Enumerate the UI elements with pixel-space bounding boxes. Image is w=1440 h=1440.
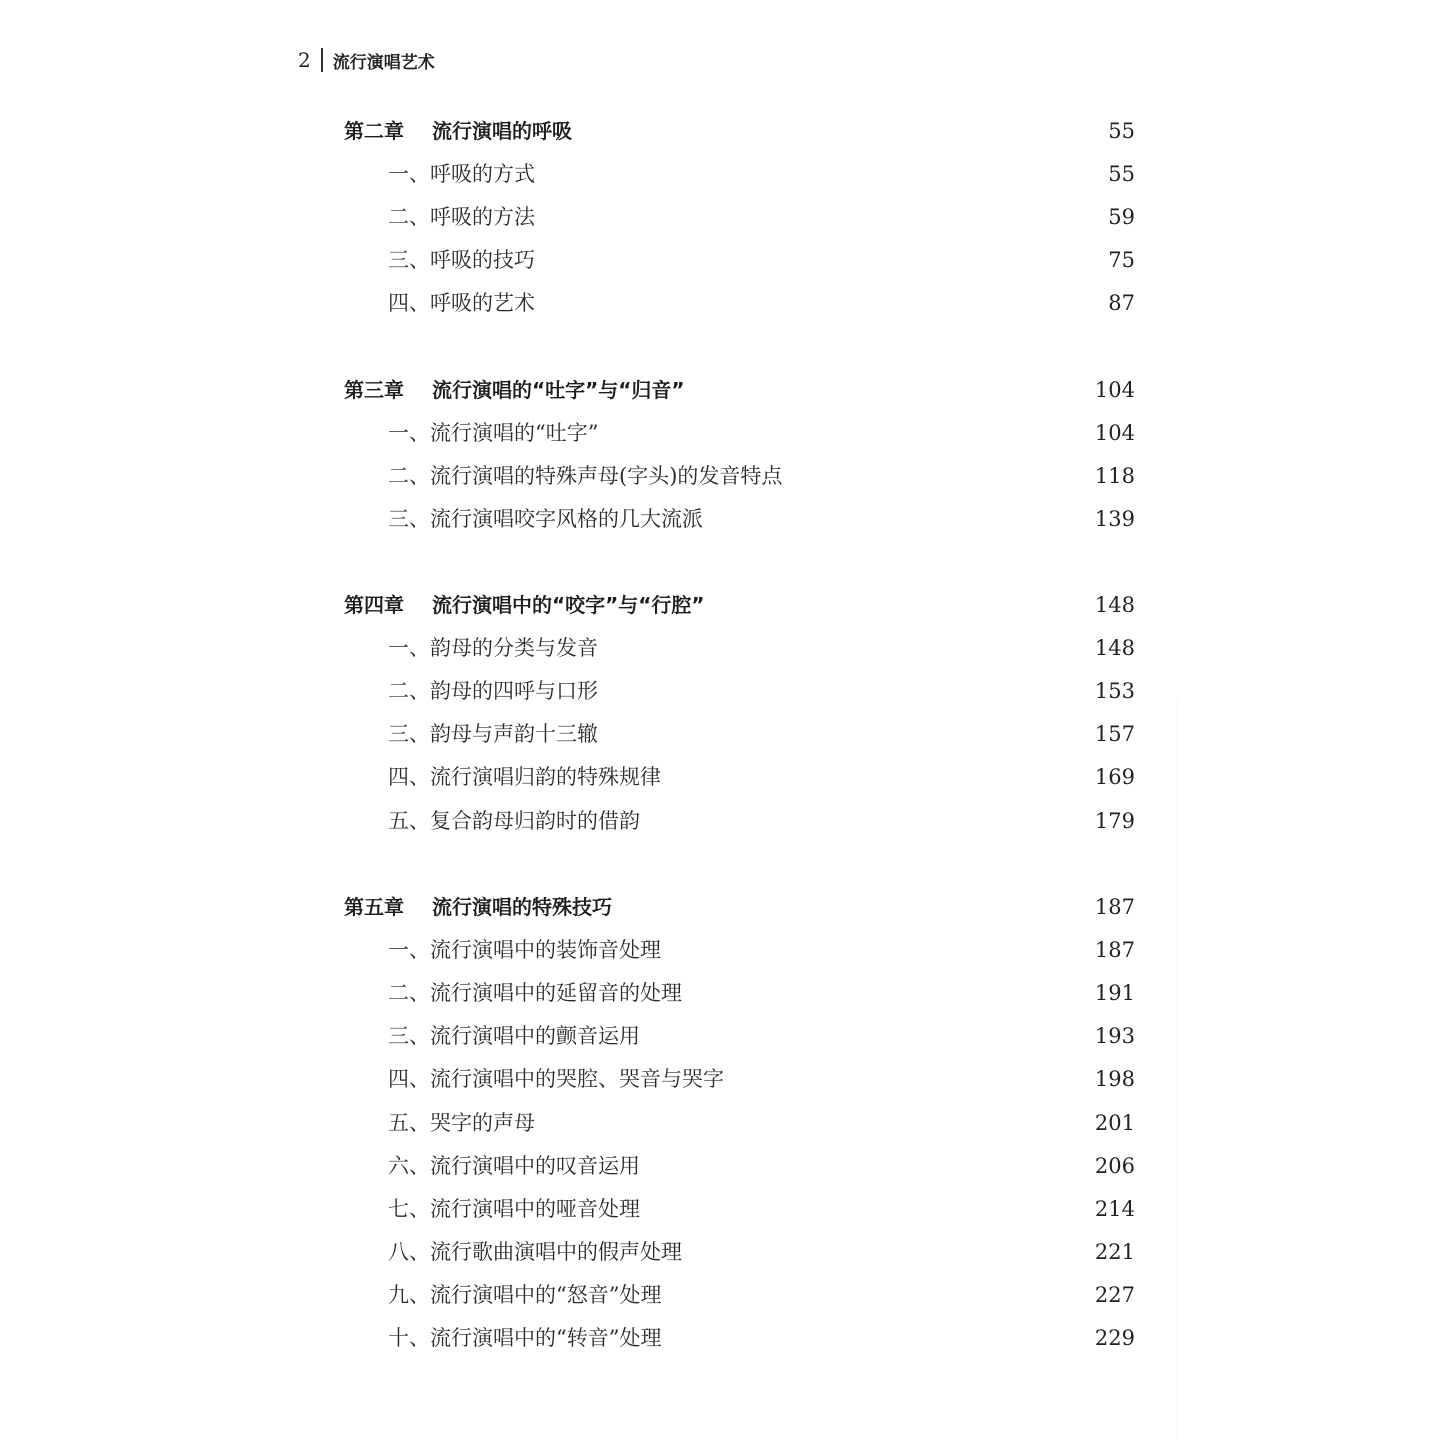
page-number: 2 (298, 48, 311, 72)
section-page-number: 139 (1094, 507, 1135, 531)
toc-section-entry[interactable] (0, 1021, 1440, 1051)
section-title: 一、流行演唱的“吐字” (388, 421, 599, 445)
section-page-number: 191 (1094, 981, 1135, 1005)
toc-chapter-entry[interactable] (0, 892, 1440, 922)
section-title: 三、韵母与声韵十三辙 (388, 722, 598, 746)
section-title: 三、呼吸的技巧 (388, 248, 535, 272)
chapter-title: 流行演唱中的“咬字”与“行腔” (432, 593, 705, 617)
section-page-number: 148 (1094, 636, 1135, 660)
toc-section-entry[interactable] (0, 935, 1440, 965)
chapter-number: 第五章 (344, 895, 404, 919)
toc-section-entry[interactable] (0, 806, 1440, 836)
chapter-title: 流行演唱的呼吸 (432, 119, 572, 143)
section-title: 二、流行演唱中的延留音的处理 (388, 981, 682, 1005)
toc-section-entry[interactable] (0, 1237, 1440, 1267)
toc-section-entry[interactable] (0, 159, 1440, 189)
toc-section-entry[interactable] (0, 1151, 1440, 1181)
toc-section-entry[interactable] (0, 1280, 1440, 1310)
section-page-number: 198 (1094, 1067, 1135, 1091)
section-title: 二、呼吸的方法 (388, 205, 535, 229)
section-title: 一、呼吸的方式 (388, 162, 535, 186)
section-page-number: 157 (1094, 722, 1135, 746)
toc-chapter-entry[interactable] (0, 590, 1440, 620)
toc-section-entry[interactable] (0, 245, 1440, 275)
section-page-number: 193 (1094, 1024, 1135, 1048)
chapter-page-number: 104 (1094, 378, 1135, 402)
chapter-number: 第三章 (344, 378, 404, 402)
toc-section-entry[interactable] (0, 418, 1440, 448)
toc-section-entry[interactable] (0, 978, 1440, 1008)
section-page-number: 55 (1108, 162, 1135, 186)
section-title: 四、流行演唱中的哭腔、哭音与哭字 (388, 1067, 724, 1091)
chapter-heading (344, 892, 612, 922)
section-title: 六、流行演唱中的叹音运用 (388, 1154, 640, 1178)
section-title: 三、流行演唱咬字风格的几大流派 (388, 507, 703, 531)
section-title: 五、哭字的声母 (388, 1111, 535, 1135)
section-title: 九、流行演唱中的“怒音”处理 (388, 1283, 662, 1307)
toc-section-entry[interactable] (0, 676, 1440, 706)
section-title: 七、流行演唱中的哑音处理 (388, 1197, 640, 1221)
section-title: 二、流行演唱的特殊声母(字头)的发音特点 (388, 464, 783, 488)
section-page-number: 87 (1108, 291, 1135, 315)
chapter-number: 第二章 (344, 119, 404, 143)
section-title: 三、流行演唱中的颤音运用 (388, 1024, 640, 1048)
chapter-page-number: 55 (1108, 119, 1135, 143)
section-page-number: 169 (1094, 765, 1135, 789)
chapter-page-number: 148 (1094, 593, 1135, 617)
section-page-number: 227 (1094, 1283, 1135, 1307)
section-page-number: 118 (1094, 464, 1135, 488)
section-page-number: 229 (1094, 1326, 1135, 1350)
section-page-number: 179 (1094, 809, 1135, 833)
section-title: 一、韵母的分类与发音 (388, 636, 598, 660)
toc-chapter-entry[interactable] (0, 116, 1440, 146)
chapter-heading (344, 116, 572, 146)
section-page-number: 214 (1094, 1197, 1135, 1221)
toc-section-entry[interactable] (0, 461, 1440, 491)
chapter-heading (344, 375, 685, 405)
chapter-title: 流行演唱的“吐字”与“归音” (432, 378, 685, 402)
section-page-number: 153 (1094, 679, 1135, 703)
toc-section-entry[interactable] (0, 1108, 1440, 1138)
section-page-number: 187 (1094, 938, 1135, 962)
toc-chapter-entry[interactable] (0, 375, 1440, 405)
scan-edge (1177, 700, 1178, 1440)
section-page-number: 206 (1094, 1154, 1135, 1178)
toc-section-entry[interactable] (0, 1323, 1440, 1353)
section-title: 一、流行演唱中的装饰音处理 (388, 938, 661, 962)
section-title: 十、流行演唱中的“转音”处理 (388, 1326, 662, 1350)
toc-section-entry[interactable] (0, 633, 1440, 663)
section-page-number: 221 (1094, 1240, 1135, 1264)
chapter-page-number: 187 (1094, 895, 1135, 919)
section-page-number: 59 (1108, 205, 1135, 229)
toc-section-entry[interactable] (0, 762, 1440, 792)
chapter-number: 第四章 (344, 593, 404, 617)
toc-section-entry[interactable] (0, 202, 1440, 232)
section-page-number: 75 (1108, 248, 1135, 272)
section-title: 四、流行演唱归韵的特殊规律 (388, 765, 661, 789)
section-page-number: 104 (1094, 421, 1135, 445)
header-divider (321, 48, 323, 72)
toc-section-entry[interactable] (0, 1064, 1440, 1094)
section-title: 五、复合韵母归韵时的借韵 (388, 809, 640, 833)
section-page-number: 201 (1094, 1111, 1135, 1135)
section-title: 八、流行歌曲演唱中的假声处理 (388, 1240, 682, 1264)
section-title: 二、韵母的四呼与口形 (388, 679, 598, 703)
toc-section-entry[interactable] (0, 719, 1440, 749)
running-header (298, 44, 435, 76)
toc-section-entry[interactable] (0, 288, 1440, 318)
chapter-title: 流行演唱的特殊技巧 (432, 895, 612, 919)
book-title: 流行演唱艺术 (332, 52, 435, 73)
section-title: 四、呼吸的艺术 (388, 291, 535, 315)
toc-section-entry[interactable] (0, 504, 1440, 534)
chapter-heading (344, 590, 705, 620)
toc-section-entry[interactable] (0, 1194, 1440, 1224)
